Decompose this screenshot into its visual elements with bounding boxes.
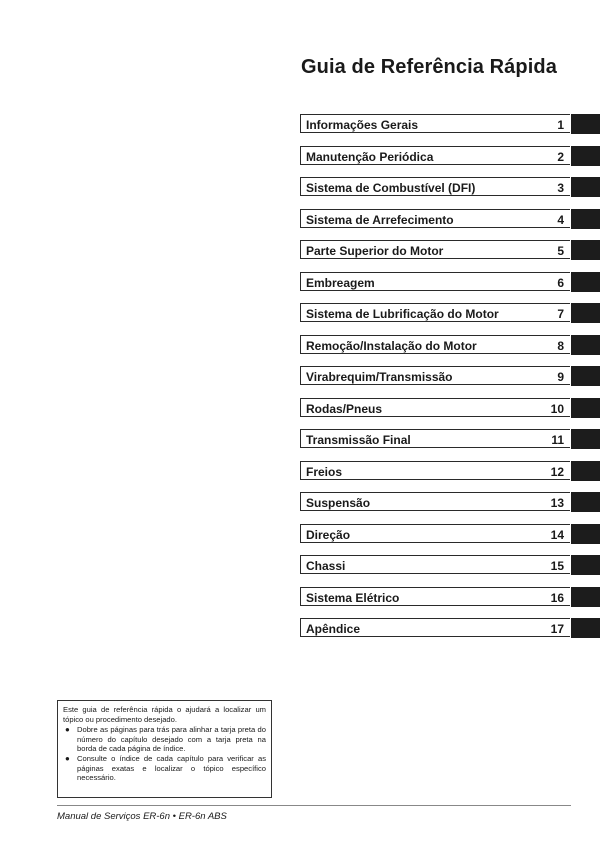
chapter-row-9[interactable] [300,366,600,386]
chapter-edge-tab [571,429,600,449]
chapter-edge-tab [571,524,600,544]
usage-note-item [63,754,266,783]
chapter-box [300,366,570,385]
chapter-box [300,429,570,448]
chapter-number: 11 [551,433,564,447]
chapter-number: 3 [557,181,564,195]
footer-divider [57,805,571,806]
chapter-number: 9 [557,370,564,384]
chapter-box [300,272,570,291]
chapter-number: 5 [557,244,564,258]
chapter-box [300,524,570,543]
chapter-edge-tab [571,146,600,166]
chapter-box [300,209,570,228]
chapter-label: Suspensão [306,496,371,510]
chapter-number: 6 [557,275,564,290]
chapter-label: Virabrequim/Transmissão [306,370,453,384]
chapter-number: 1 [557,118,564,132]
chapter-row-16[interactable] [300,587,600,607]
chapter-number: 7 [557,307,564,321]
chapter-row-12[interactable] [300,461,600,481]
chapter-label: Parte Superior do Motor [306,244,444,258]
chapter-edge-tab [571,240,600,260]
chapter-number: 4 [557,212,564,227]
chapter-label: Sistema de Lubrificação do Motor [306,307,499,321]
usage-note-box [57,700,272,798]
chapter-label: Manutenção Periódica [306,149,434,164]
chapter-number: 17 [550,622,564,636]
chapter-row-3[interactable] [300,177,600,197]
chapter-row-7[interactable] [300,303,600,323]
usage-note-list [63,725,266,783]
chapter-edge-tab [571,587,600,607]
bullet-icon: ● [65,753,70,763]
chapter-label: Remoção/Instalação do Motor [306,338,477,353]
footer-manual-title: Manual de Serviços ER-6n • ER-6n ABS [57,811,227,822]
chapter-label: Embreagem [306,275,375,290]
chapter-box [300,618,570,637]
usage-note-text: Consulte o índice de cada capítulo para verificar as páginas exatas e localizar o tópico específico necessário. [77,753,266,783]
chapter-label: Sistema Elétrico [306,590,400,605]
chapter-number: 12 [550,464,564,479]
chapter-number: 10 [550,401,564,416]
chapter-row-10[interactable] [300,398,600,418]
usage-note-item [63,725,266,754]
usage-note-text: Dobre as páginas para trás para alinhar a tarja preta do número do capítulo desejado com a tarja preta na borda de cada página de índice. [77,725,266,754]
chapter-box [300,461,570,480]
chapter-number: 13 [550,496,564,510]
chapter-number: 8 [557,338,564,353]
chapter-label: Rodas/Pneus [306,401,383,416]
chapter-row-8[interactable] [300,335,600,355]
chapter-row-14[interactable] [300,524,600,544]
chapter-box [300,587,570,606]
chapter-row-1[interactable] [300,114,600,134]
chapter-label: Direção [306,527,351,542]
bullet-icon: ● [65,725,70,735]
chapter-label: Chassi [306,559,346,573]
chapter-number: 16 [550,590,564,605]
chapter-box [300,177,570,196]
chapter-label: Apêndice [306,622,361,636]
chapter-edge-tab [571,618,600,638]
chapter-box [300,114,570,133]
usage-note-intro: Este guia de referência rápida o ajudará a localizar um tópico ou procedimento desejado. [63,705,266,724]
chapter-edge-tab [571,461,600,481]
chapter-row-2[interactable] [300,146,600,166]
chapter-row-13[interactable] [300,492,600,512]
chapter-box [300,555,570,574]
chapter-box [300,398,570,417]
chapter-label: Informações Gerais [306,118,419,132]
chapter-edge-tab [571,114,600,134]
chapter-edge-tab [571,492,600,512]
chapter-number: 15 [550,559,564,573]
chapter-row-11[interactable] [300,429,600,449]
chapter-edge-tab [571,555,600,575]
chapter-number: 2 [557,149,564,164]
chapter-label: Freios [306,464,343,479]
chapter-label: Sistema de Combustível (DFI) [306,181,476,195]
chapter-edge-tab [571,303,600,323]
chapter-edge-tab [571,177,600,197]
chapter-box [300,335,570,354]
chapter-edge-tab [571,209,600,229]
chapter-row-5[interactable] [300,240,600,260]
chapter-row-17[interactable] [300,618,600,638]
chapter-edge-tab [571,335,600,355]
chapter-index [300,114,600,650]
chapter-row-15[interactable] [300,555,600,575]
chapter-box [300,303,570,322]
chapter-box [300,492,570,511]
chapter-number: 14 [550,527,564,542]
chapter-row-6[interactable] [300,272,600,292]
chapter-label: Transmissão Final [306,433,411,447]
chapter-label: Sistema de Arrefecimento [306,212,454,227]
chapter-edge-tab [571,366,600,386]
chapter-row-4[interactable] [300,209,600,229]
chapter-edge-tab [571,272,600,292]
page-title: Guia de Referência Rápida [301,56,557,78]
chapter-box [300,240,570,259]
chapter-box [300,146,570,165]
chapter-edge-tab [571,398,600,418]
